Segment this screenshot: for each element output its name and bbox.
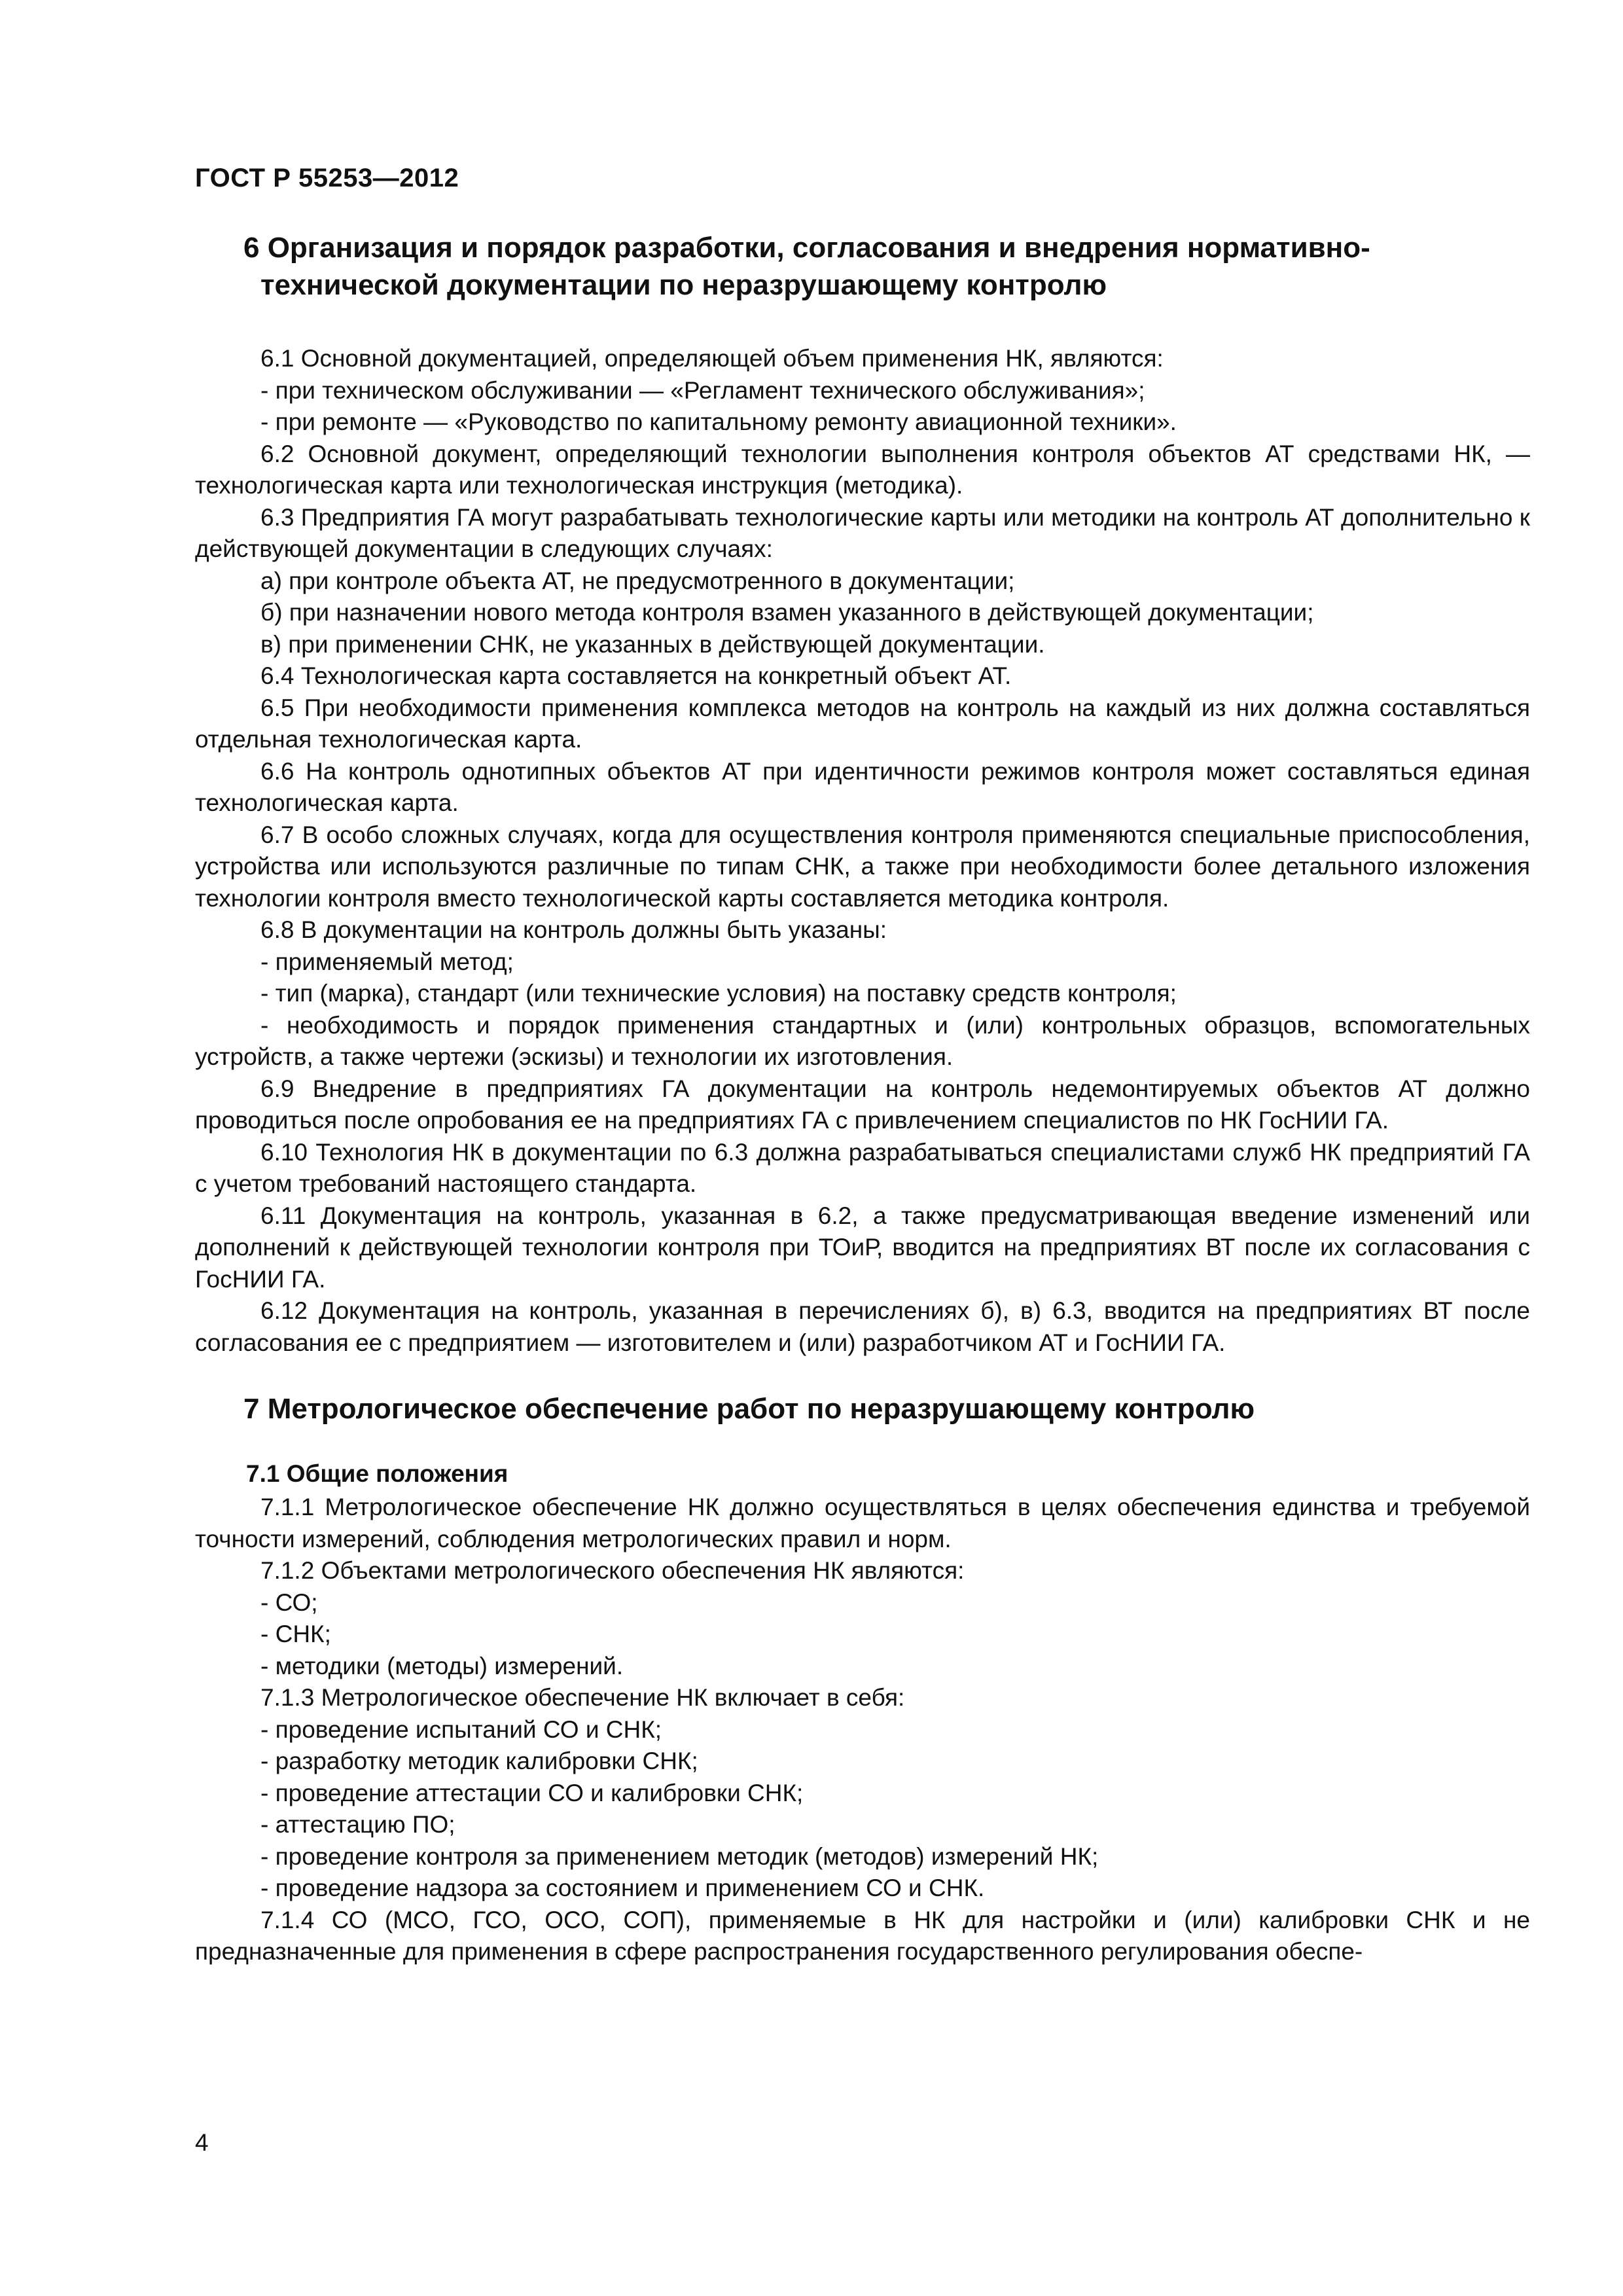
paragraph-6-6: 6.6 На контроль однотипных объектов АТ при идентичности режимов контроля может составляться единая технологическая карта. bbox=[195, 757, 1530, 816]
section-gap bbox=[195, 1359, 1530, 1390]
paragraph-6-3: 6.3 Предприятия ГА могут разрабатывать технологические карты или методики на контроль АТ дополнительно к действующей документации в следующих случаях: bbox=[195, 503, 1530, 562]
list-item: - проведение аттестации СО и калибровки СНК; bbox=[260, 1779, 804, 1806]
list-item: б) при назначении нового метода контроля взамен указанного в действующей документации; bbox=[260, 599, 1314, 626]
paragraph-6-5: 6.5 При необходимости применения комплекса методов на контроль на каждый из них должна составляться отдельная технологическая карта. bbox=[195, 694, 1530, 753]
list-item: - применяемый метод; bbox=[260, 948, 514, 975]
list-item: - при ремонте — «Руководство по капитальному ремонту авиационной техники». bbox=[260, 408, 1177, 435]
list-item: - разработку методик калибровки СНК; bbox=[260, 1748, 698, 1774]
section-6-title: 6 Организация и порядок разработки, согласования и внедрения нормативно-технической документации по неразрушающему контролю bbox=[243, 232, 1370, 301]
list-item: - СО; bbox=[260, 1588, 318, 1616]
paragraph-6-9: 6.9 Внедрение в предприятиях ГА документации на контроль недемонтируемых объектов АТ должно проводиться после опробования ее на предприятиях ГА с привлечением специалистов по НК ГосНИИ ГА. bbox=[195, 1075, 1530, 1134]
document-code: ГОСТ Р 55253—2012 bbox=[195, 164, 459, 192]
paragraph-6-2: 6.2 Основной документ, определяющий технологии выполнения контроля объектов АТ средствами НК, — технологическая карта или технологическая инструкция (методика). bbox=[195, 440, 1530, 499]
page-content bbox=[195, 229, 1530, 1968]
paragraph-7-1-4: 7.1.4 СО (МСО, ГСО, ОСО, СОП), применяемые в НК для настройки и (или) калибровки СНК и не предназначенные для применения в сфере распространения государственного регулирования обеспе- bbox=[195, 1906, 1530, 1965]
list-item: - проведение испытаний СО и СНК; bbox=[260, 1715, 662, 1743]
list-item: - при техническом обслуживании — «Регламент технического обслуживания»; bbox=[260, 376, 1145, 404]
subsection-7-1-title: 7.1 Общие положения bbox=[246, 1460, 508, 1487]
paragraph-6-12: 6.12 Документация на контроль, указанная в перечислениях б), в) 6.3, вводится на предприятиях ВТ после согласования ее с предприятием — изготовителем и (или) разработчиком АТ и ГосНИИ ГА. bbox=[195, 1297, 1530, 1356]
list-item: - СНК; bbox=[260, 1621, 331, 1647]
paragraph-6-8: 6.8 В документации на контроль должны быть указаны: bbox=[260, 916, 887, 943]
list-item: - необходимость и порядок применения стандартных и (или) контрольных образцов, вспомогательных устройств, а также чертежи (эскизы) и технологии их изготовления. bbox=[195, 1011, 1530, 1070]
list-item: а) при контроле объекта АТ, не предусмотренного в документации; bbox=[260, 567, 1015, 594]
paragraph-6-4: 6.4 Технологическая карта составляется на конкретный объект АТ. bbox=[260, 662, 1012, 689]
paragraph-6-1: 6.1 Основной документацией, определяющей объем применения НК, являются: bbox=[260, 345, 1164, 372]
list-item: - методики (методы) измерений. bbox=[260, 1652, 624, 1679]
list-item: - тип (марка), стандарт (или технические условия) на поставку средств контроля; bbox=[260, 980, 1177, 1007]
section-7-title: 7 Метрологическое обеспечение работ по неразрушающему контролю bbox=[243, 1393, 1255, 1425]
list-item: - проведение контроля за применением методик (методов) измерений НК; bbox=[260, 1842, 1099, 1870]
page-number: 4 bbox=[195, 2129, 209, 2156]
paragraph-6-10: 6.10 Технология НК в документации по 6.3 должна разрабатываться специалистами служб НК предприятий ГА с учетом требований настоящего стандарта. bbox=[195, 1138, 1530, 1197]
list-item: - проведение надзора за состоянием и применением СО и СНК. bbox=[260, 1874, 985, 1901]
list-item: - аттестацию ПО; bbox=[260, 1811, 455, 1838]
paragraph-7-1-3: 7.1.3 Метрологическое обеспечение НК включает в себя: bbox=[260, 1684, 905, 1711]
paragraph-6-11: 6.11 Документация на контроль, указанная в 6.2, а также предусматривающая введение изменений или дополнений к действующей технологии контроля при ТОиР, вводится на предприятиях ВТ после их согласования с ГосНИИ ГА. bbox=[195, 1202, 1530, 1293]
list-item: в) при применении СНК, не указанных в действующей документации. bbox=[260, 630, 1045, 658]
paragraph-7-1-1: 7.1.1 Метрологическое обеспечение НК должно осуществляться в целях обеспечения единства и требуемой точности измерений, соблюдения метрологических правил и норм. bbox=[195, 1494, 1530, 1552]
paragraph-7-1-2: 7.1.2 Объектами метрологического обеспечения НК являются: bbox=[260, 1557, 965, 1584]
paragraph-6-7: 6.7 В особо сложных случаях, когда для осуществления контроля применяются специальные приспособления, устройства или используются различные по типам СНК, а также при необходимости более детального изложения технологии контроля вместо технологической карты составляется методика контроля. bbox=[195, 821, 1530, 912]
